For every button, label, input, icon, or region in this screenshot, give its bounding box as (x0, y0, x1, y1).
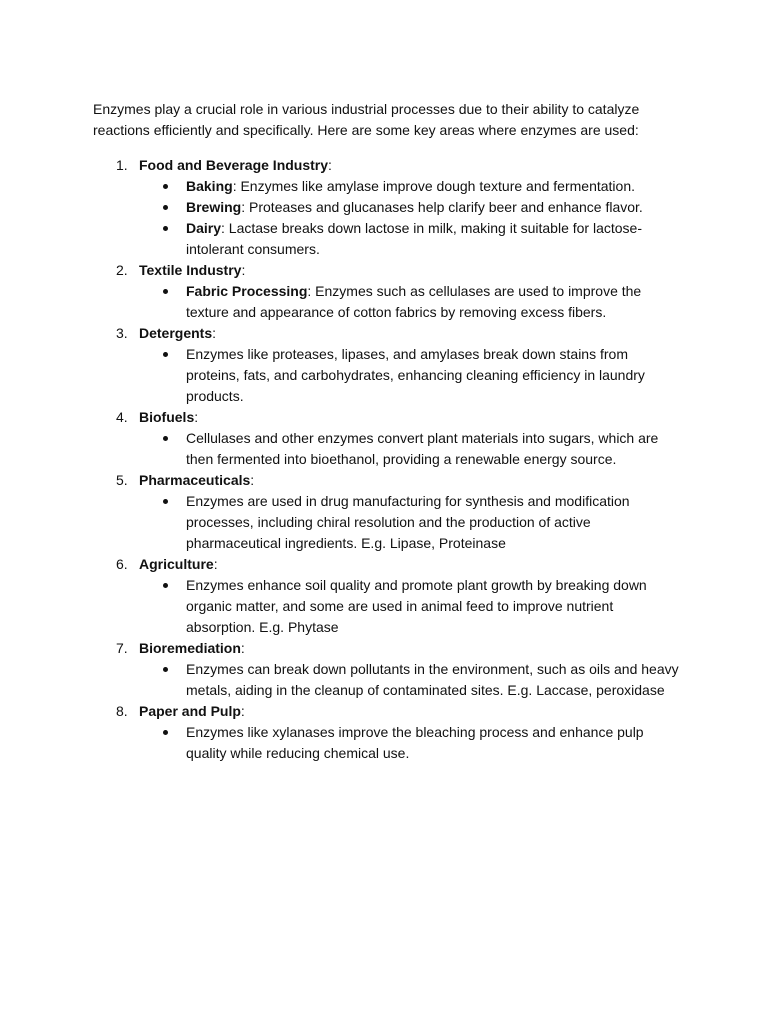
list-item-section (93, 323, 683, 407)
list-item-section (93, 407, 683, 470)
bullet-text: Enzymes like xylanases improve the bleaching process and enhance pulp quality while reducing chemical use. (186, 724, 644, 761)
section-number: 1. (116, 157, 128, 173)
list-item-bullet (139, 218, 683, 260)
section-number: 3. (116, 325, 128, 341)
section-number: 6. (116, 556, 128, 572)
section-heading (139, 260, 683, 281)
section-heading (139, 554, 683, 575)
list-item-bullet (139, 659, 683, 701)
bullet-dot-icon (163, 226, 168, 231)
section-number: 2. (116, 262, 128, 278)
section-title: Detergents (139, 325, 213, 341)
intro-paragraph: Enzymes play a crucial role in various industrial processes due to their ability to catalyze reactions efficiently and specifically. Here are some key areas where enzymes are used: (93, 101, 640, 138)
section-colon: : (213, 556, 218, 572)
list-item-bullet (139, 575, 683, 638)
list-item-bullet (139, 428, 683, 470)
bullet-list (139, 428, 683, 470)
bullet-dot-icon (163, 730, 168, 735)
section-colon: : (212, 325, 217, 341)
bullet-list (139, 491, 683, 554)
bullet-dot-icon (163, 205, 168, 210)
section-colon: : (328, 157, 332, 173)
document-body (93, 99, 683, 764)
bullet-dot-icon (163, 289, 168, 294)
list-item-bullet (139, 176, 683, 197)
list-item-section (93, 155, 683, 260)
bullet-list (139, 722, 683, 764)
list-item-section (93, 638, 683, 701)
section-heading (139, 470, 683, 491)
bullet-term: Dairy (186, 220, 222, 236)
bullet-text: Cellulases and other enzymes convert plant materials into sugars, which are then fermented into bioethanol, providing a renewable energy source. (186, 430, 659, 467)
bullet-term: Brewing (186, 199, 242, 215)
section-colon: : (250, 472, 255, 488)
list-item-bullet (139, 491, 683, 554)
list-item-bullet (139, 281, 683, 323)
bullet-term: Baking (186, 178, 233, 194)
section-heading (139, 701, 683, 722)
section-number: 7. (116, 640, 128, 656)
section-heading (139, 155, 683, 176)
list-item-bullet (139, 722, 683, 764)
section-title: Paper and Pulp (139, 703, 241, 719)
list-item-section (93, 470, 683, 554)
section-colon: : (241, 262, 246, 278)
bullet-text: : Proteases and glucanases help clarify beer and enhance flavor. (241, 199, 643, 215)
section-title: Agriculture (139, 556, 214, 572)
section-colon: : (240, 703, 245, 719)
bullet-text: : Enzymes like amylase improve dough texture and fermentation. (232, 178, 635, 194)
section-colon: : (194, 409, 199, 425)
list-item-section (93, 260, 683, 323)
bullet-dot-icon (163, 583, 168, 588)
bullet-text: : Lactase breaks down lactose in milk, making it suitable for lactose-intolerant consumers. (186, 220, 643, 257)
bullet-list (139, 281, 683, 323)
bullet-dot-icon (163, 352, 168, 357)
section-title: Biofuels (139, 409, 195, 425)
section-heading (139, 323, 683, 344)
section-title: Bioremediation (139, 640, 241, 656)
bullet-dot-icon (163, 184, 168, 189)
section-title: Textile Industry (139, 262, 242, 278)
section-title: Pharmaceuticals (139, 472, 251, 488)
bullet-term: Fabric Processing (186, 283, 308, 299)
section-heading (139, 407, 683, 428)
section-title: Food and Beverage Industry (139, 157, 329, 173)
bullet-list (139, 659, 683, 701)
industry-sections-list (93, 155, 683, 764)
section-heading (139, 638, 683, 659)
section-number: 8. (116, 703, 128, 719)
bullet-list (139, 176, 683, 260)
bullet-list (139, 344, 683, 407)
bullet-text: Enzymes can break down pollutants in the environment, such as oils and heavy metals, aiding in the cleanup of contaminated sites. E.g. Laccase, peroxidase (186, 661, 679, 698)
bullet-dot-icon (163, 667, 168, 672)
bullet-dot-icon (163, 499, 168, 504)
bullet-text: Enzymes are used in drug manufacturing for synthesis and modification processes, including chiral resolution and the production of active pharmaceutical ingredients. E.g. Lipase, Proteinase (186, 493, 630, 551)
list-item-bullet (139, 197, 683, 218)
bullet-text: : Enzymes such as cellulases are used to improve the texture and appearance of cotton fabrics by removing excess fibers. (186, 283, 642, 320)
bullet-dot-icon (163, 436, 168, 441)
bullet-text: Enzymes like proteases, lipases, and amylases break down stains from proteins, fats, and carbohydrates, enhancing cleaning efficiency in laundry products. (186, 346, 645, 404)
list-item-bullet (139, 344, 683, 407)
section-colon: : (240, 640, 245, 656)
section-number: 5. (116, 472, 128, 488)
list-item-section (93, 554, 683, 638)
section-number: 4. (116, 409, 128, 425)
bullet-list (139, 575, 683, 638)
bullet-text: Enzymes enhance soil quality and promote plant growth by breaking down organic matter, and some are used in animal feed to improve nutrient absorption. E.g. Phytase (186, 577, 647, 635)
list-item-section (93, 701, 683, 764)
